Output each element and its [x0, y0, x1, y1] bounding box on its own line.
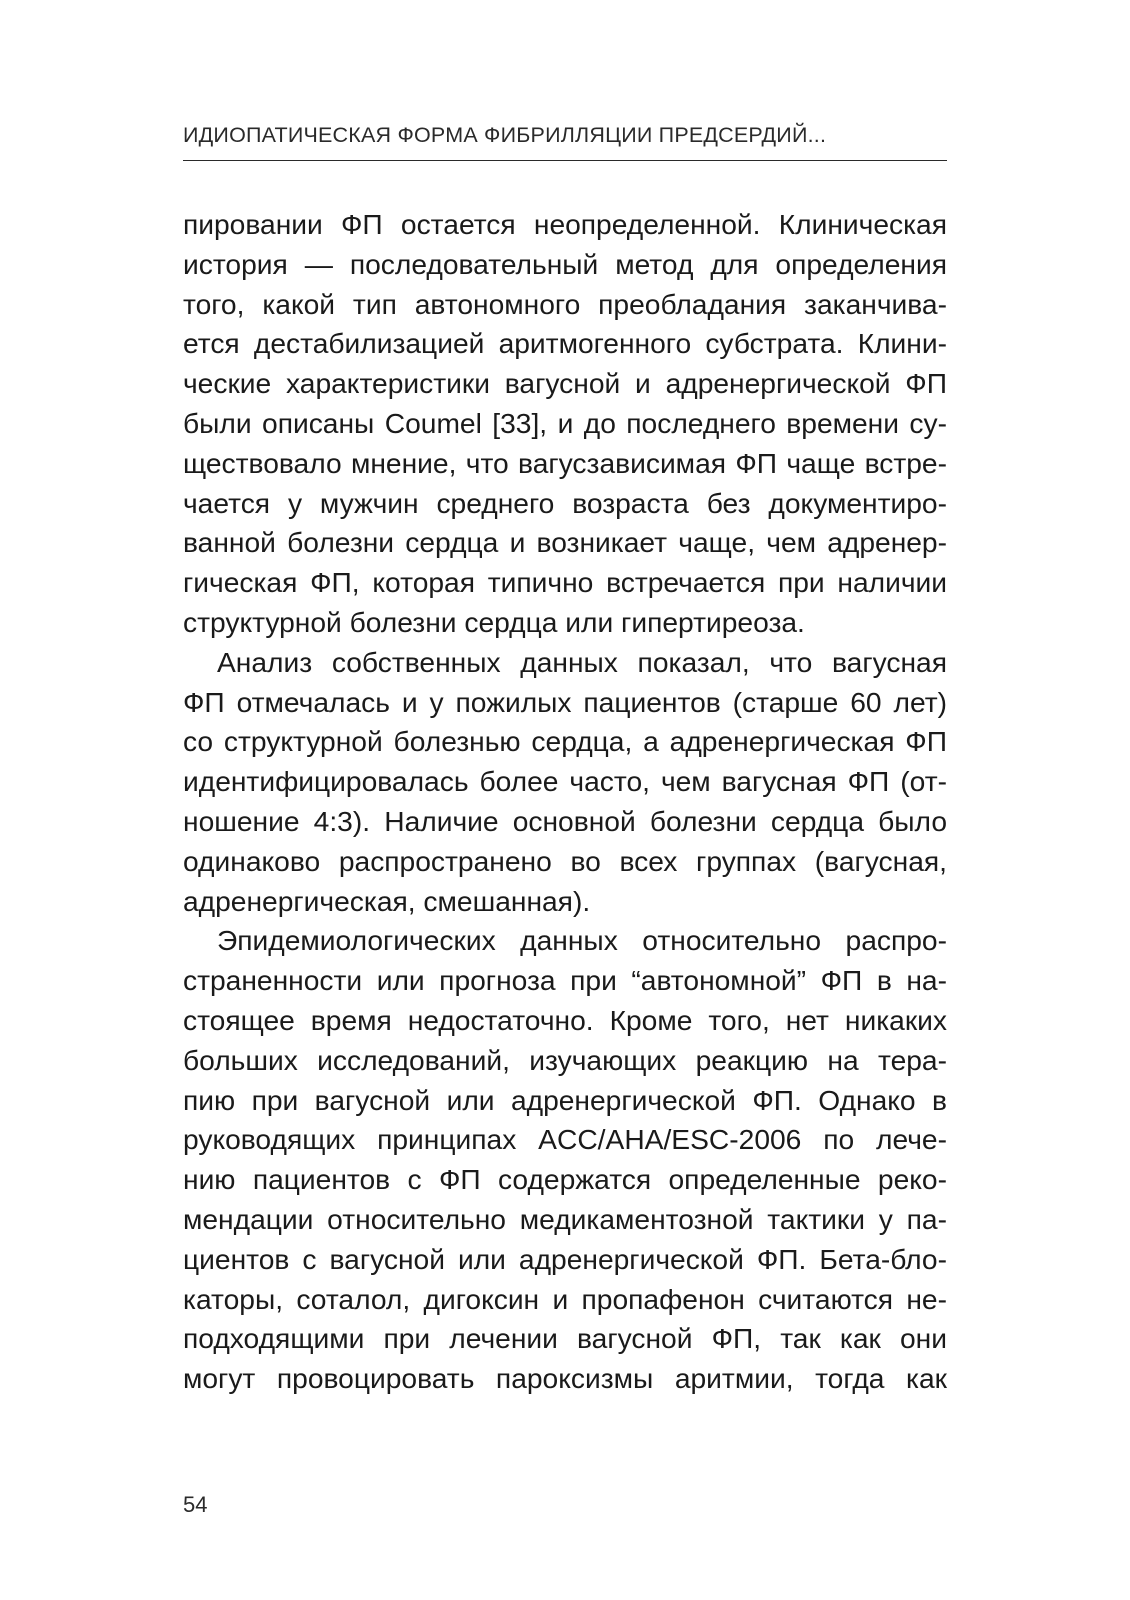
text-line: со структурной болезнью сердца, а адренергическая ФП	[183, 725, 947, 758]
text-line: могут провоцировать пароксизмы аритмии, тогда как	[183, 1362, 947, 1395]
text-line: того, какой тип автономного преобладания заканчива-	[183, 287, 947, 320]
text-line: страненности или прогноза при “автономной” ФП в на-	[183, 964, 947, 997]
text-line: адренергическая, смешанная).	[183, 884, 591, 917]
text-line: одинаково распространено во всех группах (вагусная,	[183, 844, 947, 877]
text-line: Эпидемиологических данных относительно распро-	[217, 924, 947, 957]
text-line: ношение 4:3). Наличие основной болезни сердца было	[183, 804, 947, 837]
text-line: больших исследований, изучающих реакцию на тера-	[183, 1043, 947, 1076]
text-line: руководящих принципах ACC/AHA/ESC-2006 по лече-	[183, 1123, 947, 1156]
text-line: были описаны Coumel [33], и до последнего времени су-	[183, 406, 947, 439]
text-line: пию при вагусной или адренергической ФП. Однако в	[183, 1083, 947, 1116]
text-line: ществовало мнение, что вагусзависимая ФП чаще встре-	[183, 446, 947, 479]
page-number: 54	[183, 1492, 208, 1517]
text-line: история — последовательный метод для определения	[183, 247, 947, 280]
paragraph-3	[183, 921, 947, 1399]
text-line: ческие характеристики вагусной и адренергической ФП	[183, 367, 947, 400]
paragraph-2	[183, 643, 947, 922]
text-line: нию пациентов с ФП содержатся определенные реко-	[183, 1163, 947, 1196]
text-line: чается у мужчин среднего возраста без документиро-	[183, 486, 947, 519]
running-header: ИДИОПАТИЧЕСКАЯ ФОРМА ФИБРИЛЛЯЦИИ ПРЕДСЕРДИЙ...	[183, 123, 827, 147]
text-line: ФП отмечалась и у пожилых пациентов (старше 60 лет)	[183, 685, 947, 718]
text-line: мендации относительно медикаментозной тактики у па-	[183, 1202, 947, 1235]
text-line: Анализ собственных данных показал, что вагусная	[217, 645, 947, 678]
text-line: структурной болезни сердца или гипертиреоза.	[183, 605, 805, 638]
text-line: идентифицировалась более часто, чем вагусная ФП (от-	[183, 765, 947, 798]
paragraph-1	[183, 205, 947, 643]
header-rule	[183, 160, 947, 161]
text-line: гическая ФП, которая типично встречается при наличии	[183, 566, 947, 599]
text-line: подходящими при лечении вагусной ФП, так как они	[183, 1322, 947, 1355]
text-line: ванной болезни сердца и возникает чаще, чем адренер-	[183, 526, 947, 559]
text-line: пировании ФП остается неопределенной. Клиническая	[183, 208, 947, 240]
text-line: стоящее время недостаточно. Кроме того, нет никаких	[183, 1003, 947, 1036]
text-line: ется дестабилизацией аритмогенного субстрата. Клини-	[183, 327, 947, 360]
body-text	[183, 205, 947, 1399]
text-line: каторы, соталол, дигоксин и пропафенон считаются не-	[183, 1282, 947, 1315]
text-line: циентов с вагусной или адренергической ФП. Бета-бло-	[183, 1242, 947, 1275]
